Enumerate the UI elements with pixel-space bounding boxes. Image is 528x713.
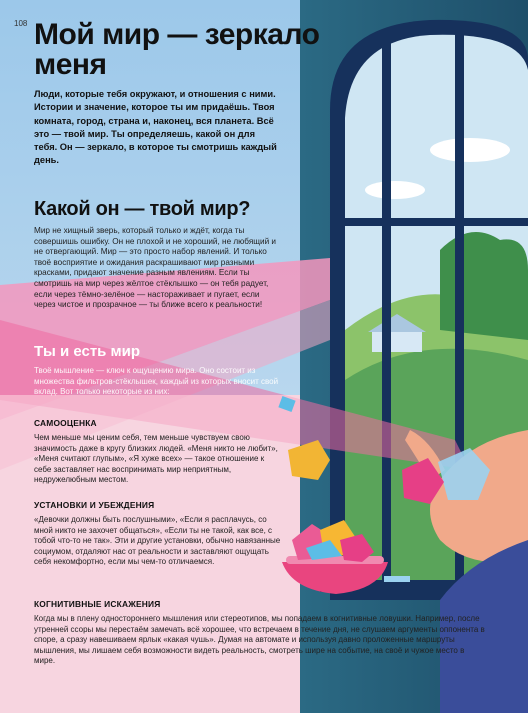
house [372, 330, 422, 352]
sub-heading: Ты и есть мир [34, 343, 141, 360]
section-body: Мир не хищный зверь, который только и ждёт, когда ты совершишь ошибку. Он не плохой и не хороший, не любящий и не отвергающий. Мир — это просто набор явлений. И только твоё восприятие и ожидания раскрашивают мир разными красками, придают значение разным явлениям. Если ты смотришь на мир через жёлтое стёклышко — он тебя радует, если через тёмно-зелёное — настораживает и пугает, если через чистое и прозрачное — ты ближе всего к реальности! [34, 226, 276, 310]
filter-title-self-esteem: САМООЦЕНКА [34, 418, 97, 428]
filter-text-beliefs: «Девочки должны быть послушными», «Если я расплачусь, со мной никто не захочет общаться», «Если ты не такой, как все, с тобой что-то не так». Эти и другие установки, обычно навязанные социумом, отдаляют нас от реальности и заставляют ощущать себя некомфортно, если мы чем-то отличаемся. [34, 515, 281, 567]
lead-paragraph: Люди, которые тебя окружают, и отношения с ними. Истории и значение, которое ты им придаёшь. Твоя комната, город, страна и, наконец, вся планета. Всё это — твой мир. Ты определяешь, какой он для тебя. Он — зеркало, в которое ты смотришь каждый день. [34, 89, 277, 166]
cloud [365, 181, 425, 199]
page-number: 108 [14, 19, 28, 28]
window-mullion [382, 40, 391, 600]
page-title: Мой мир — зеркало меня [34, 18, 320, 81]
cloud [430, 138, 510, 162]
filter-text-self-esteem: Чем меньше мы ценим себя, тем меньше чувствуем свою значимость даже в кругу близких людей. «Меня никто не любит», «Меня считают глупым», «Я хуже всех» — такое отношение к себе заставляет нас воспринимать мир неприятным, недружелюбным местом. [34, 433, 278, 485]
trees [440, 232, 528, 340]
filter-title-cognitive: КОГНИТИВНЫЕ ИСКАЖЕНИЯ [34, 599, 161, 609]
filter-title-beliefs: УСТАНОВКИ И УБЕЖДЕНИЯ [34, 500, 155, 510]
window-transom [345, 218, 528, 226]
filter-text-cognitive: Когда мы в плену одностороннего мышления или стереотипов, мы попадаем в когнитивные ловушки. Например, после утренней ссоры мы перестаём замечать всё хорошее, что встречаем в течение дня, не слушаем аргументы оппонента в споре, а сразу навешиваем ярлык «какая чушь». Думая на автомате и используя давно проложенные маршруты мышления, мы лишаем себя возможности видеть реальность, смотреть шире на событие, на своё и чужое место в мире. [34, 614, 485, 666]
crystal-on-sill [384, 576, 410, 582]
section-heading: Какой он — твой мир? [34, 198, 251, 220]
sub-intro: Твоё мышление — ключ к ощущению мира. Оно состоит из множества фильтров-стёклышек, каждый из которых вносит свой вклад. Вот только некоторые из них: [34, 366, 279, 396]
